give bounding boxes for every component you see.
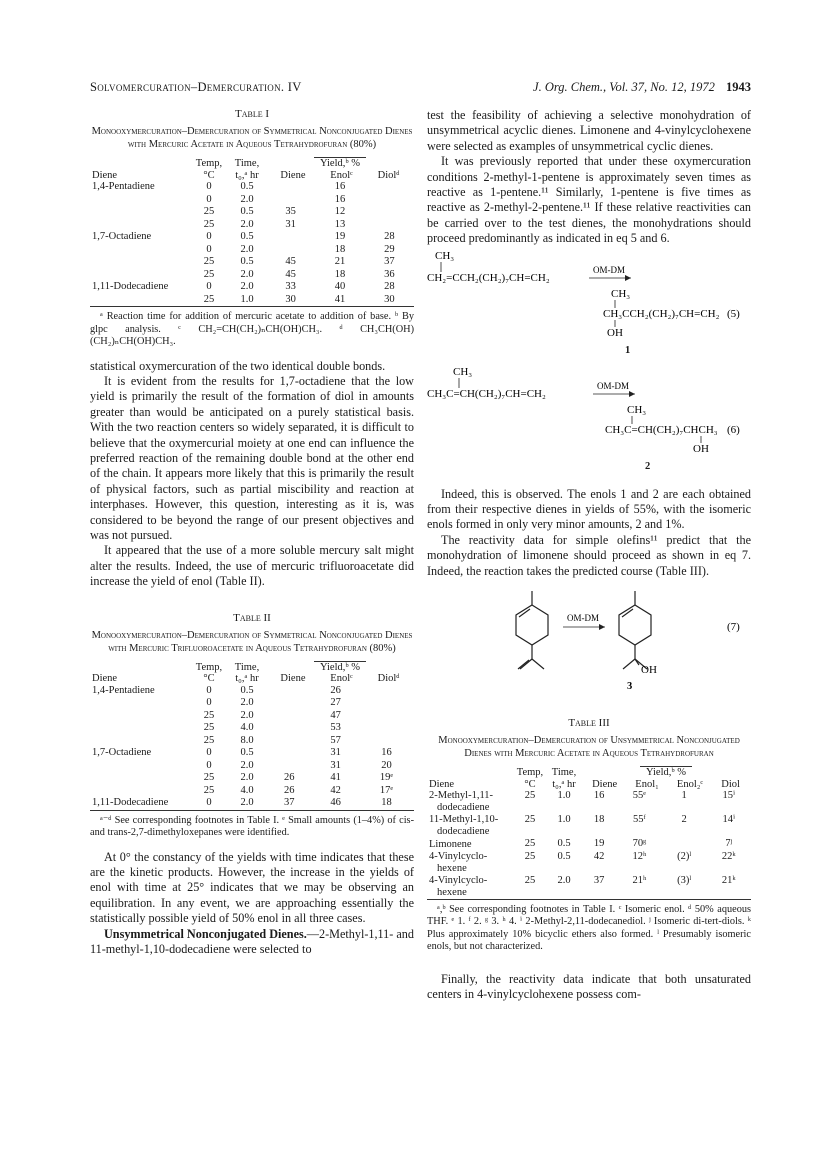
t3-cell-diene: 11-Methyl-1,10- dodecadiene	[429, 814, 499, 838]
t1-cell-diene-yield: 35	[285, 206, 296, 217]
t1-cell-enol: 18	[334, 243, 346, 255]
t1-cell-diol	[365, 181, 414, 194]
table-2-title: Monooxymercuration–Demercuration of Symmetrical Nonconjugated Dienes with Mercuric Trifluoroacetate in Aqueous Tetrahydrofuran (80%)	[91, 629, 413, 654]
t3-cell-time: 0.5	[557, 838, 571, 850]
t2-cell-diene	[90, 697, 190, 710]
table-2-label: Table II	[233, 611, 271, 624]
paragraph: statistical oxymercuration of the two identical double bonds.	[90, 358, 386, 373]
table-3-body	[427, 790, 751, 899]
t2-cell-temp: 25	[203, 734, 215, 746]
t1-cell-enol: 12	[334, 206, 346, 217]
t3-cell-temp: 25	[524, 850, 536, 862]
t1-cell-diene-yield: 33	[285, 281, 296, 292]
t3-cell-e2: 1	[681, 790, 687, 802]
t3-cell-diene: Limonene	[429, 838, 472, 850]
t2-cell-diene	[90, 722, 190, 735]
t2-cell-diene-yield	[266, 697, 312, 710]
t2-cell-diene-yield: 26	[283, 772, 295, 784]
table-row	[427, 790, 751, 814]
paragraph: The reactivity data for simple olefins¹¹ predict that the monohydration of limonene should proceed as shown in eq 7. Indeed, the reaction takes the predicted course (Table III).	[427, 532, 751, 578]
t2-cell-enol: 31	[330, 759, 341, 771]
t3-h-temp: Temp, °C	[516, 767, 544, 790]
t2-cell-diene	[90, 772, 190, 785]
t1-cell-time: 2.0	[240, 243, 254, 255]
t1-cell-diol	[365, 194, 414, 207]
t1-cell-diene	[90, 244, 190, 257]
equation-6	[427, 363, 751, 461]
t2-cell-diol: 18	[359, 797, 414, 810]
t1-cell-diene: 1,7-Octadiene	[92, 231, 152, 242]
t1-cell-temp: 25	[203, 206, 215, 217]
table-row	[90, 231, 414, 244]
t2-h-temp: Temp, °C	[195, 661, 223, 685]
t2-cell-diol: 17ᵉ	[379, 784, 394, 796]
t2-cell-enol: 57	[330, 734, 341, 746]
t1-cell-diol: 30	[365, 294, 414, 307]
t2-cell-enol: 53	[330, 722, 341, 734]
table-3-grid	[427, 766, 751, 900]
t2-cell-time: 0.5	[240, 684, 254, 696]
table-2-footnote: ᵃ⁻ᵈ See corresponding footnotes in Table I. ᵉ Small amounts (1–4%) of cis- and trans-2,7-dimethyloxepanes were identified.	[90, 814, 414, 839]
t3-cell-diol: 14ⁱ	[722, 814, 736, 826]
t3-cell-time: 1.0	[557, 790, 571, 802]
t1-cell-enol: 13	[334, 218, 346, 230]
table-row	[90, 735, 414, 748]
t2-cell-enol: 42	[330, 784, 341, 796]
t2-cell-diol	[359, 722, 414, 735]
t1-cell-temp: 25	[203, 218, 215, 230]
table-row	[90, 685, 414, 698]
equation-7	[427, 585, 751, 697]
t1-cell-temp: 0	[206, 281, 212, 292]
t3-cell-temp: 25	[524, 838, 536, 850]
table-row	[427, 838, 751, 851]
t1-cell-temp: 0	[206, 231, 212, 242]
t2-h-yield: Yield,ᵇ %	[314, 661, 366, 674]
section-heading: Unsymmetrical Nonconjugated Dienes.	[104, 926, 307, 941]
t1-h-temp: Temp, °C	[195, 158, 223, 181]
t2-cell-time: 2.0	[240, 709, 254, 721]
eq6-oh: OH	[693, 442, 709, 455]
t2-cell-time: 0.5	[240, 747, 254, 759]
t3-cell-dy: 16	[593, 790, 605, 802]
t2-cell-diene-yield	[266, 760, 312, 773]
table-3-footnote: ᵃ,ᵇ See corresponding footnotes in Table I. ᶜ Isomeric enol. ᵈ 50% aqueous THF. ᵉ 1. ᶠ 2. ᵍ 3. ʰ 4. ⁱ 2-Methyl-2,11-dodecanediol. ʲ Isomeric di-tert-diols. ᵏ Plus approximately 10% bicyclic ethers also formed. ˡ Presumably isomeric enols, but not characterized.	[427, 903, 751, 953]
t1-cell-diene-yield	[266, 194, 315, 207]
table-row	[90, 797, 414, 810]
t3-cell-e1: 70ᵍ	[632, 838, 647, 850]
t2-cell-time: 2.0	[228, 797, 266, 810]
t3-h-diol: Diol	[721, 778, 740, 790]
eq6-reagent: OM-DM	[597, 380, 630, 391]
t3-h-enol2: Enol₂ᶜ	[676, 778, 704, 790]
t2-cell-time: 2.0	[240, 697, 254, 709]
t3-cell-e1: 21ʰ	[617, 875, 662, 900]
table-3	[427, 717, 751, 954]
table-row	[90, 747, 414, 760]
table-1-footnote: ᵃ Reaction time for addition of mercuric acetate to addition of base. ᵇ By glpc analysis. ᶜ CH₂=CH(CH₂)ₙCH(OH)CH₃. ᵈ CH₃CH(OH)(CH₂)ₙCH(OH)CH₃.	[90, 311, 414, 347]
t2-cell-time: 2.0	[240, 772, 254, 784]
t1-h-diol: Diolᵈ	[377, 169, 400, 181]
t3-cell-e2: (2)ˡ	[677, 850, 692, 862]
eq6-ch3: CH₃	[453, 365, 473, 378]
t2-cell-diene	[90, 710, 190, 723]
t1-cell-diene	[90, 206, 190, 219]
t2-cell-diol	[359, 735, 414, 748]
table-3-title: Monooxymercuration–Demercuration of Unsymmetrical Nonconjugated Dienes with Mercuric Acetate in Aqueous Tetrahydrofuran	[438, 735, 740, 760]
t3-cell-diene: 2-Methyl-1,11- dodecadiene	[429, 790, 494, 814]
journal-citation: J. Org. Chem., Vol. 37, No. 12, 1972	[533, 80, 715, 94]
table-row	[427, 851, 751, 875]
t2-cell-time: 2.0	[240, 759, 254, 771]
t1-cell-diene	[90, 219, 190, 232]
paragraph: Finally, the reactivity data indicate that both unsaturated centers in 4-vinylcyclohexene possess com-	[427, 971, 751, 1001]
running-head-journal	[533, 80, 751, 95]
table-3-label: Table III	[568, 717, 610, 730]
compound-3-label: 3	[627, 681, 633, 693]
t1-h-yield-group	[266, 157, 414, 181]
t2-cell-diol: 20	[381, 759, 392, 771]
t1-cell-time: 0.5	[240, 231, 254, 242]
t1-cell-enol: 21	[334, 256, 346, 267]
t2-cell-diene-yield: 37	[266, 797, 312, 810]
t3-h-yield: Yield,ᵇ %	[640, 766, 692, 779]
t2-cell-diol	[359, 710, 414, 723]
eq7-number: (7)	[727, 621, 740, 634]
t2-cell-diene-yield	[266, 722, 312, 735]
t2-cell-enol: 46	[312, 797, 358, 810]
t2-cell-diol	[359, 697, 414, 710]
table-row	[90, 194, 414, 207]
t3-cell-temp: 25	[513, 875, 547, 900]
t2-cell-enol: 31	[330, 747, 341, 759]
t3-h-yield-group	[581, 766, 751, 790]
t3-cell-temp: 25	[524, 790, 536, 802]
t1-cell-diene-yield: 45	[285, 268, 296, 280]
terpineol-structure	[619, 591, 651, 669]
table-1-grid	[90, 157, 414, 307]
t2-h-enol: Enolᶜ	[330, 673, 353, 685]
table-2-grid	[90, 661, 414, 811]
running-head-title: Solvomercuration–Demercuration. IV	[90, 80, 302, 94]
t2-cell-diene: 1,4-Pentadiene	[92, 684, 155, 696]
t1-cell-temp: 25	[203, 256, 215, 267]
table-2	[90, 612, 414, 840]
cmpd-2-wrap	[427, 461, 751, 487]
t2-cell-temp: 25	[203, 772, 215, 784]
t1-cell-temp: 0	[206, 193, 212, 205]
running-head	[90, 80, 751, 100]
t1-cell-diene: 1,4-Pentadiene	[92, 181, 155, 192]
t3-h-time: Time, t₀,ᵃ hr	[551, 767, 577, 790]
t3-cell-time: 2.0	[547, 875, 581, 900]
t2-cell-diene: 1,7-Octadiene	[92, 747, 152, 759]
paragraph: It appeared that the use of a more soluble mercury salt might alter the results. Indeed, the use of mercuric trifluoroacetate did increase the yield of enol (Table II).	[90, 543, 414, 589]
t3-cell-e1: 55ᵉ	[632, 790, 646, 802]
t1-cell-time: 2.0	[240, 281, 254, 292]
t2-h-diene-y: Diene	[280, 673, 306, 685]
table-row	[90, 281, 414, 294]
t1-cell-diol: 36	[384, 268, 395, 280]
t1-cell-diene-yield: 31	[285, 218, 296, 230]
t1-cell-diol: 28	[384, 231, 395, 242]
t1-h-diene: Diene	[92, 169, 118, 181]
t1-cell-enol: 18	[334, 268, 346, 280]
table-1-body	[90, 181, 414, 307]
t2-cell-enol: 27	[330, 697, 341, 709]
t2-cell-diene-yield	[266, 685, 312, 698]
t3-cell-temp: 25	[524, 814, 536, 826]
eq7-oh: OH	[641, 664, 657, 677]
t3-cell-diol: 21ᵏ	[707, 875, 751, 900]
t1-cell-time: 0.5	[240, 256, 254, 267]
t1-cell-diol	[365, 219, 414, 232]
t1-cell-time: 0.5	[240, 206, 254, 217]
t2-cell-diene	[90, 760, 190, 773]
eq5-reactant: CH₂=CCH₂(CH₂)₇CH=CH₂	[427, 271, 550, 284]
t2-cell-temp: 0	[206, 747, 212, 759]
page-number: 1943	[726, 80, 751, 94]
t3-cell-diol: 15ⁱ	[722, 790, 736, 802]
t1-cell-enol: 16	[334, 193, 346, 205]
table-row	[427, 814, 751, 838]
left-column	[90, 108, 414, 957]
t1-cell-diene	[90, 256, 190, 269]
t2-cell-time: 4.0	[240, 722, 254, 734]
table-1-title: Monooxymercuration–Demercuration of Symmetrical Nonconjugated Dienes with Mercuric Acetate in Aqueous Tetrahydrofuran (80%)	[91, 126, 413, 150]
t1-cell-time: 2.0	[240, 193, 254, 205]
t3-cell-diene: 4-Vinylcyclo- hexene	[429, 850, 488, 874]
t1-cell-diene-yield	[266, 181, 315, 194]
eq6-product-ch3: CH₃	[627, 403, 647, 416]
t1-cell-enol: 40	[334, 281, 346, 292]
t2-cell-temp: 25	[203, 709, 215, 721]
t1-cell-time: 2.0	[240, 218, 254, 230]
t3-cell-time: 0.5	[557, 850, 571, 862]
eq5-oh: OH	[607, 326, 623, 339]
cmpd-1-wrap	[427, 345, 751, 359]
t2-cell-diene	[90, 785, 190, 798]
t1-cell-time: 0.5	[240, 181, 254, 192]
t1-cell-temp: 0	[206, 181, 212, 192]
table-row	[90, 244, 414, 257]
eq5-number: (5)	[727, 307, 740, 320]
t2-cell-enol: 41	[330, 772, 341, 784]
t1-cell-temp: 0	[206, 243, 212, 255]
t2-cell-diene: 1,11-Dodecadiene	[90, 797, 190, 810]
table-1-label: Table I	[234, 108, 270, 120]
t1-cell-diene-yield: 30	[266, 294, 315, 307]
t3-cell-dy: 42	[593, 850, 605, 862]
t2-cell-enol: 47	[330, 709, 341, 721]
t1-cell-diol	[365, 206, 414, 219]
section-paragraph	[90, 927, 414, 958]
t1-cell-diene-yield	[266, 231, 315, 244]
t1-cell-diene	[90, 294, 190, 307]
paragraph: test the feasibility of achieving a selective monohydration of unsymmetrical acyclic dienes. Limonene and 4-vinylcyclohexene were selected as examples of unsymmetrical cyclic dienes.	[427, 108, 751, 153]
t2-cell-temp: 25	[203, 784, 215, 796]
t2-cell-diol: 16	[381, 747, 392, 759]
table-2-body	[90, 685, 414, 811]
table-1	[90, 108, 414, 349]
t2-cell-temp: 0	[190, 797, 228, 810]
t1-cell-enol: 16	[334, 181, 346, 192]
eq6-number: (6)	[727, 423, 740, 436]
table-row	[90, 294, 414, 307]
equation-5	[427, 247, 751, 345]
eq6-reactant: CH₃C=CH(CH₂)₇CH=CH₂	[427, 387, 546, 400]
t2-cell-temp: 25	[203, 722, 215, 734]
t3-cell-e1: 12ʰ	[632, 850, 647, 862]
section-text: —2-Methyl-1,11- and 11-methyl-1,10-dodecadiene were selected to	[90, 926, 414, 957]
t1-cell-temp: 25	[203, 268, 215, 280]
eq5-product-ch3: CH₃	[611, 287, 631, 300]
right-column	[427, 108, 751, 1002]
t1-cell-diene-yield: 45	[285, 256, 296, 267]
t2-h-yield-group	[266, 661, 414, 685]
t1-cell-diene	[90, 269, 190, 282]
t3-cell-dy: 37	[581, 875, 617, 900]
eq5-reagent: OM-DM	[593, 264, 626, 275]
t2-cell-diene-yield	[266, 735, 312, 748]
t1-h-time: Time, t₀,ᵃ hr	[234, 158, 260, 181]
t3-cell-e2: 2	[681, 814, 687, 826]
t3-cell-diol: 7ʲ	[725, 838, 733, 850]
eq6-product: CH₃C=CH(CH₂)₇CHCH₃	[605, 423, 718, 436]
paragraph: At 0° the constancy of the yields with time indicates that these are the kinetic products. However, the increase in the yields of enol with time at 25° indicates that we may be observing an equilibration. In any event, we are approaching essentially the statistically possible yield of 50% enol in all three cases.	[90, 849, 414, 926]
table-row	[90, 206, 414, 219]
table-row	[90, 219, 414, 232]
t2-cell-diene-yield	[266, 710, 312, 723]
t1-cell-diene	[90, 194, 190, 207]
t3-h-diene-y: Diene	[592, 778, 618, 790]
t2-cell-time: 4.0	[240, 784, 254, 796]
t2-h-diol: Diolᵈ	[377, 673, 400, 685]
t3-cell-dy: 19	[593, 838, 605, 850]
t1-cell-diol: 28	[384, 281, 395, 292]
t3-cell-e1: 55ᶠ	[633, 814, 646, 826]
t2-h-time: Time, t₀,ᵃ hr	[234, 661, 260, 685]
t1-cell-enol: 19	[334, 231, 346, 242]
t1-h-diene-y: Diene	[280, 169, 306, 181]
compound-1-label: 1	[625, 344, 631, 356]
paragraph: Indeed, this is observed. The enols 1 and 2 are each obtained from their respective dienes in yields of 55%, with the isomeric enols formed in only very minor amounts, 2 and 1%.	[427, 486, 751, 532]
t2-cell-temp: 0	[206, 684, 212, 696]
t3-cell-e2: (3)ˡ	[662, 875, 707, 900]
table-row	[90, 722, 414, 735]
table-row	[90, 710, 414, 723]
table-row	[90, 697, 414, 710]
t3-h-enol1: Enol₁	[635, 778, 659, 790]
eq5-ch3: CH₃	[435, 249, 455, 262]
t2-cell-diene-yield: 26	[283, 784, 295, 796]
t2-cell-temp: 0	[206, 697, 212, 709]
t3-cell-time: 1.0	[557, 814, 571, 826]
t1-cell-temp: 25	[190, 294, 228, 307]
t2-h-diene: Diene	[92, 673, 118, 685]
t3-cell-dy: 18	[593, 814, 605, 826]
t2-cell-diene	[90, 735, 190, 748]
table-row	[427, 875, 751, 900]
table-row	[90, 760, 414, 773]
t3-cell-diene: 4-Vinylcyclo- hexene	[427, 875, 513, 900]
t1-cell-time: 1.0	[228, 294, 266, 307]
t1-h-enol: Enolᶜ	[330, 169, 353, 181]
compound-2-label: 2	[645, 460, 651, 472]
t2-cell-diol: 19ᵉ	[379, 772, 394, 784]
table-row	[90, 785, 414, 798]
t1-cell-diol: 29	[384, 243, 395, 255]
t1-cell-time: 2.0	[240, 268, 254, 280]
table-row	[90, 269, 414, 282]
t2-cell-temp: 0	[206, 759, 212, 771]
t2-cell-diene-yield	[266, 747, 312, 760]
t1-cell-enol: 41	[315, 294, 364, 307]
t1-cell-diol: 37	[384, 256, 395, 267]
t1-cell-diene: 1,11-Dodecadiene	[92, 281, 169, 292]
eq7-reagent: OM-DM	[567, 613, 600, 624]
paragraph: It is evident from the results for 1,7-octadiene that the low yield is primarily the result of the formation of diol in amounts greater than would be anticipated on a purely statistical basis. With the two reaction centers so widely separated, it is difficult to believe that the oxymercurial moiety at one end can influence the preferred reaction of the remaining double bond at the other end of the chain. It appears more likely that this is primarily the result of physical factors, such as partial miscibility and reaction at interphases. However, this question, interesting as it is, was considered to be beyond the range of our present objectives and was not pursued.	[90, 373, 414, 542]
t3-cell-diol: 22ᵏ	[721, 850, 736, 862]
table-row	[90, 772, 414, 785]
table-row	[90, 256, 414, 269]
t3-cell-e2	[662, 838, 707, 851]
t3-h-diene: Diene	[429, 778, 455, 790]
t2-cell-diol	[359, 685, 414, 698]
limonene-structure	[516, 591, 548, 669]
paragraph: It was previously reported that under these oxymercuration conditions 2-methyl-1-pentene is approximately seven times as reactive as 1-pentene.¹¹ Similarly, 1-pentene is five times as reactive as 2-methyl-2-pentene.¹¹ If these relative reactivities can be carried over to the test dienes, the monohydrations should proceed predominantly as indicated in eq 5 and 6.	[427, 154, 751, 246]
t2-cell-time: 8.0	[240, 734, 254, 746]
eq5-product: CH₃CCH₂(CH₂)₇CH=CH₂	[603, 307, 720, 320]
t1-h-yield: Yield,ᵇ %	[314, 157, 366, 170]
t2-cell-enol: 26	[330, 684, 341, 696]
t1-cell-diene-yield	[266, 244, 315, 257]
table-row	[90, 181, 414, 194]
